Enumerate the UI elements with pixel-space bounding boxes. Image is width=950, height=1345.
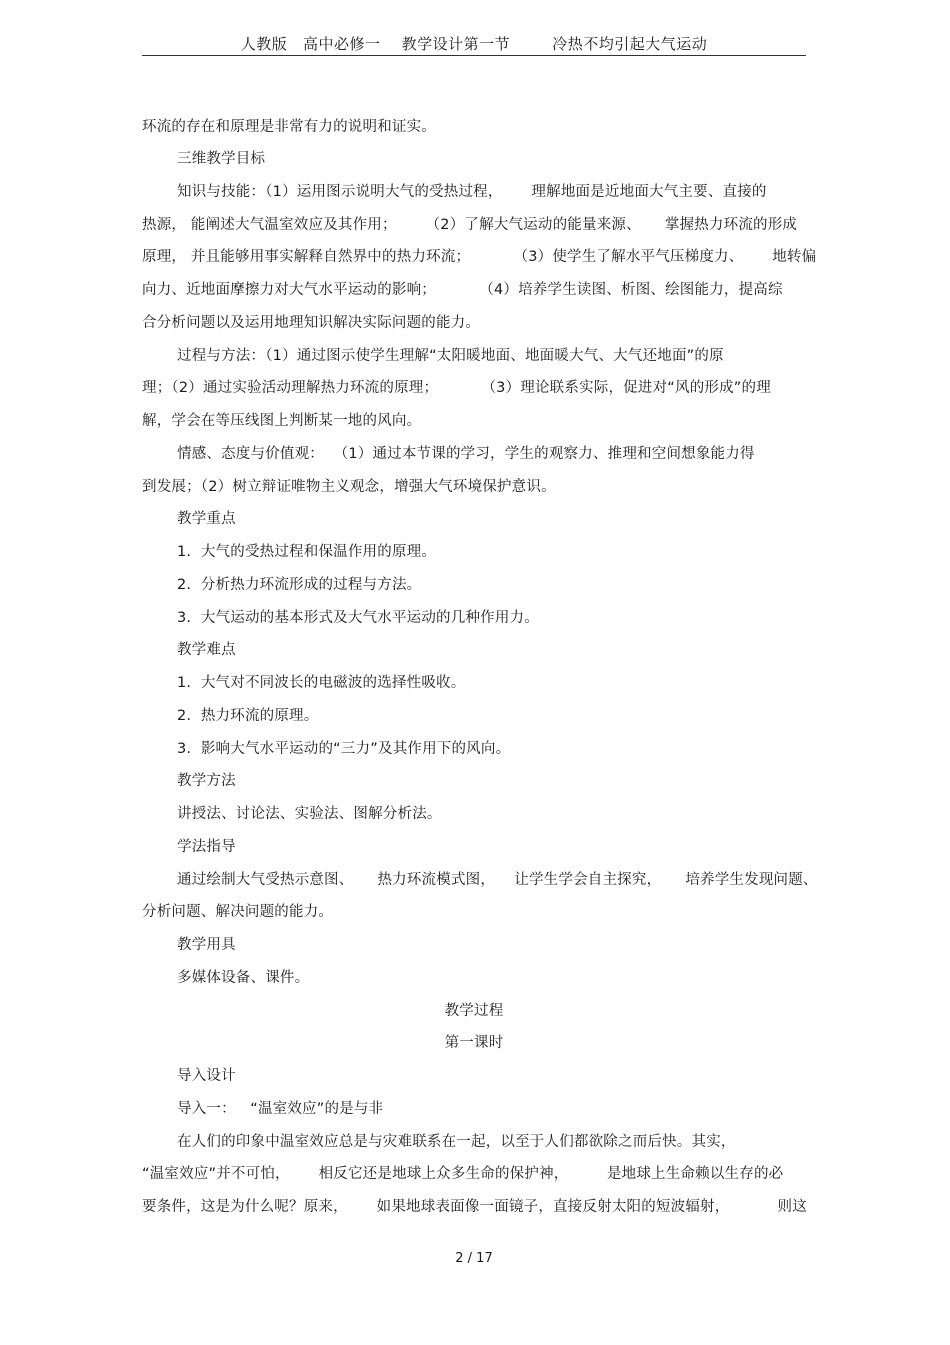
body-line: 环流的存在和原理是非常有力的说明和证实。 [142, 119, 436, 135]
subsection-heading: 导入一： “温室效应”的是与非 [177, 1101, 384, 1117]
body-line: 知识与技能：（1）运用图示说明大气的受热过程， 理解地面是近地面大气主要、直接的 [177, 184, 767, 200]
body-line: “温室效应”并不可怕， 相反它还是地球上众多生命的保护神， 是地球上生命赖以生存的必 [142, 1166, 784, 1182]
body-line: 原理， 并且能够用事实解释自然界中的热力环流； （3）使学生了解水平气压梯度力、 地转偏 [142, 249, 817, 265]
body-line: 解，学会在等压线图上判断某一地的风向。 [142, 413, 422, 429]
body-line: 情感、态度与价值观： （1）通过本节课的学习，学生的观察力、推理和空间想象能力得 [177, 446, 755, 462]
list-item: 2. 分析热力环流形成的过程与方法。 [177, 577, 422, 593]
list-item: 2. 热力环流的原理。 [177, 708, 319, 724]
body-line: 讲授法、讨论法、实验法、图解分析法。 [177, 806, 442, 822]
body-line: 过程与方法：（1）通过图示使学生理解“太阳暖地面、地面暖大气、大气还地面”的原 [177, 348, 724, 364]
list-item: 3. 影响大气水平运动的“三力”及其作用下的风向。 [177, 741, 511, 757]
body-line: 到发展；（2）树立辩证唯物主义观念，增强大气环境保护意识。 [142, 479, 556, 495]
section-heading: 教学用具 [177, 937, 236, 953]
body-line: 合分析问题以及运用地理知识解决实际问题的能力。 [142, 315, 481, 331]
page-number: 2 / 17 [455, 1251, 493, 1266]
body-line: 要条件，这是为什么呢？原来， 如果地球表面像一面镜子，直接反射太阳的短波辐射， 则这 [142, 1199, 807, 1215]
section-title-centered: 教学过程 [444, 1003, 504, 1019]
page-header: 人教版 高中必修一 教学设计第一节 冷热不均引起大气运动 [240, 35, 708, 53]
body-line: 分析问题、解决问题的能力。 [142, 904, 334, 920]
section-heading: 教学难点 [177, 642, 236, 658]
section-heading: 教学方法 [177, 773, 236, 789]
body-line: 多媒体设备、课件。 [177, 970, 310, 986]
body-line: 热源， 能阐述大气温室效应及其作用； （2）了解大气运动的能量来源、 掌握热力环流的形成 [142, 217, 798, 233]
section-heading: 教学重点 [177, 511, 236, 527]
section-heading: 三维教学目标 [177, 151, 266, 167]
section-heading: 导入设计 [177, 1068, 236, 1084]
body-line: 在人们的印象中温室效应总是与灾难联系在一起，以至于人们都欲除之而后快。其实， [177, 1134, 736, 1150]
section-subtitle-centered: 第一课时 [444, 1035, 504, 1051]
list-item: 1. 大气的受热过程和保温作用的原理。 [177, 544, 437, 560]
body-line: 向力、近地面摩擦力对大气水平运动的影响； （4）培养学生读图、析图、绘图能力，提高综 [142, 282, 783, 298]
body-line: 通过绘制大气受热示意图、 热力环流模式图， 让学生学会自主探究， 培养学生发现问题、 [177, 872, 818, 888]
list-item: 3. 大气运动的基本形式及大气水平运动的几种作用力。 [177, 610, 539, 626]
header-divider [142, 55, 806, 56]
list-item: 1. 大气对不同波长的电磁波的选择性吸收。 [177, 675, 466, 691]
body-line: 理；（2）通过实验活动理解热力环流的原理； （3）理论联系实际，促进对“风的形成”的理 [142, 380, 771, 396]
section-heading: 学法指导 [177, 839, 236, 855]
